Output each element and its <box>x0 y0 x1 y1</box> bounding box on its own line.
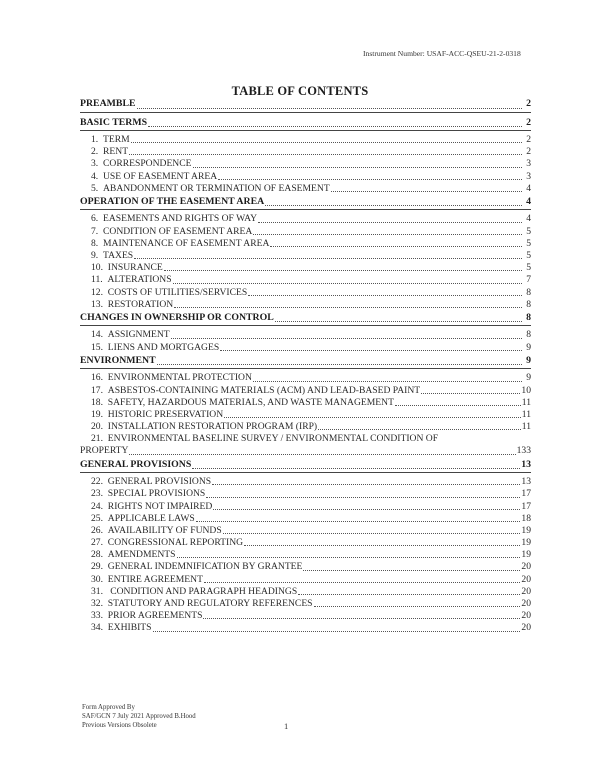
toc-item-title: RENT <box>103 146 129 158</box>
dot-leader <box>206 496 520 498</box>
toc-section-entry[interactable] <box>80 354 531 370</box>
toc-section-label: BASIC TERMS <box>80 116 148 128</box>
toc-page-number: 2 <box>526 146 531 158</box>
toc-item-title: USE OF EASEMENT AREA <box>103 170 218 182</box>
dot-leader <box>218 178 522 180</box>
toc-item-title: LIENS AND MORTGAGES <box>107 341 220 353</box>
toc-page-number: 5 <box>526 250 531 261</box>
toc-item-entry[interactable] <box>80 501 531 513</box>
toc-item-entry[interactable] <box>80 158 531 170</box>
toc-item-entry[interactable] <box>80 274 531 286</box>
dot-leader <box>213 508 520 510</box>
toc-item-entry[interactable] <box>80 213 531 225</box>
toc-item-number: 29. <box>91 561 103 573</box>
dot-leader <box>137 107 522 109</box>
toc-item-number: 1. <box>91 134 99 145</box>
toc-page-number: 20 <box>521 585 531 597</box>
toc-item-entry[interactable] <box>80 409 531 421</box>
toc-page-number: 13 <box>521 476 531 488</box>
toc-item-number: 17. <box>91 384 103 396</box>
toc-item-title: PRIOR AGREEMENTS <box>107 610 203 622</box>
dot-leader <box>421 392 520 394</box>
toc-item-title: CONDITION OF EASEMENT AREA <box>103 225 253 237</box>
toc-page-number: 19 <box>521 524 531 536</box>
toc-item-number: 10. <box>91 262 103 274</box>
toc-page-number: 5 <box>526 262 531 274</box>
toc-page-number: 20 <box>521 622 531 634</box>
toc-item-entry[interactable] <box>80 537 531 549</box>
toc-page-number: 20 <box>521 573 531 585</box>
toc-page-number: 3 <box>526 170 531 182</box>
page-number: 1 <box>284 721 289 731</box>
toc-item-entry[interactable] <box>80 476 531 488</box>
footer-line-approved-by: Form Approved By <box>82 704 135 711</box>
toc-item-title: GENERAL PROVISIONS <box>107 476 212 488</box>
footer-line-approval: SAF/GCN 7 July 2021 Approved B.Hood <box>82 713 196 720</box>
toc-item-title: ASBESTOS-CONTAINING MATERIALS (ACM) AND LEAD-BASED PAINT <box>107 384 421 396</box>
toc-item-label <box>91 598 313 610</box>
toc-item-label <box>91 433 438 445</box>
toc-page-number: 5 <box>526 237 531 249</box>
toc-item-entry[interactable] <box>80 421 531 433</box>
toc-section-entry[interactable] <box>80 97 531 113</box>
toc-page-number: 4 <box>526 182 531 194</box>
toc-item-label <box>91 238 269 250</box>
toc-item-label <box>91 622 152 634</box>
toc-item-label <box>91 287 247 299</box>
toc-title: TABLE OF CONTENTS <box>231 84 369 98</box>
toc-section-entry[interactable] <box>80 458 531 474</box>
dot-leader <box>131 141 522 143</box>
toc-page-number: 11 <box>521 408 531 420</box>
toc-item-label <box>91 134 130 146</box>
toc-item-entry[interactable] <box>80 549 531 561</box>
toc-item-label <box>91 372 252 384</box>
form-footer <box>82 703 196 730</box>
toc-item-number: 11. <box>91 274 103 286</box>
dot-leader <box>134 257 522 259</box>
toc-section-label: ENVIRONMENT <box>80 354 156 366</box>
toc-item-number: 4. <box>91 170 99 182</box>
toc-item-title: RIGHTS NOT IMPAIRED <box>107 500 213 512</box>
toc-item-label <box>91 146 128 158</box>
toc-page-number: 9 <box>526 341 531 353</box>
toc-item-entry[interactable] <box>80 299 531 311</box>
dot-leader <box>258 221 522 223</box>
toc-item-number: 16. <box>91 372 103 384</box>
toc-item-entry[interactable] <box>80 342 531 354</box>
toc-item-label <box>91 476 211 488</box>
toc-item-number: 5. <box>91 182 99 194</box>
toc-item-entry[interactable] <box>80 329 531 341</box>
toc-item-title: SPECIAL PROVISIONS <box>107 488 206 500</box>
dot-leader <box>196 520 521 522</box>
table-of-contents <box>80 97 531 635</box>
toc-section-label: PREAMBLE <box>80 98 136 109</box>
toc-item-title: ENTIRE AGREEMENT <box>107 573 203 585</box>
toc-item-number: 3. <box>91 158 99 170</box>
toc-item-label <box>91 250 133 262</box>
dot-leader <box>270 245 522 247</box>
toc-page-number: 20 <box>521 561 531 573</box>
toc-item-entry[interactable] <box>80 250 531 262</box>
toc-item-entry[interactable] <box>80 610 531 622</box>
toc-item-label <box>91 274 172 286</box>
dot-leader <box>157 363 522 365</box>
toc-section-label: GENERAL PROVISIONS <box>80 458 192 470</box>
toc-page-number: 11 <box>521 421 531 433</box>
dot-leader <box>173 282 522 284</box>
toc-item-title: COSTS OF UTILITIES/SERVICES <box>107 286 248 298</box>
dot-leader <box>331 190 522 192</box>
dot-leader <box>248 294 522 296</box>
toc-page-number: 20 <box>521 610 531 622</box>
toc-item-entry[interactable] <box>80 586 531 598</box>
toc-item-number: 7. <box>91 225 99 237</box>
dot-leader <box>129 453 515 455</box>
toc-page-number: 20 <box>521 598 531 609</box>
toc-item-entry[interactable] <box>80 262 531 274</box>
toc-item-label <box>91 226 252 238</box>
toc-item-title: ALTERATIONS <box>107 274 172 286</box>
instrument-number: Instrument Number: USAF-ACC-QSEU-21-2-0318 <box>363 49 521 58</box>
dot-leader <box>204 581 520 583</box>
toc-item-label <box>91 409 223 421</box>
toc-item-label <box>91 262 163 274</box>
toc-item-number: 31. <box>91 585 103 597</box>
toc-item-number: 14. <box>91 329 103 341</box>
dot-leader <box>223 532 521 534</box>
toc-item-label <box>91 537 243 549</box>
toc-item-title: APPLICABLE LAWS <box>107 512 195 524</box>
toc-page-number: 10 <box>521 384 531 396</box>
toc-item-label <box>91 561 302 573</box>
toc-item-number: 33. <box>91 610 103 622</box>
toc-page-number: 8 <box>526 329 531 341</box>
toc-item-title: MAINTENANCE OF EASEMENT AREA <box>103 237 270 249</box>
toc-section-entry[interactable] <box>80 311 531 327</box>
footer-line-obsolete: Previous Versions Obsolete <box>82 722 157 729</box>
toc-item-number: 8. <box>91 237 99 249</box>
toc-item-number: 24. <box>91 500 103 512</box>
toc-item-number: 34. <box>91 622 103 634</box>
dot-leader <box>164 269 522 271</box>
toc-item-number: 13. <box>91 298 103 310</box>
dot-leader <box>177 556 521 558</box>
toc-page-number: 17 <box>521 500 531 512</box>
toc-item-entry[interactable] <box>80 598 531 610</box>
toc-item-title: CORRESPONDENCE <box>103 158 192 170</box>
toc-page-number: 13 <box>521 458 531 470</box>
toc-item-number: 25. <box>91 512 103 524</box>
toc-item-number: 19. <box>91 408 103 420</box>
dot-leader <box>253 380 522 382</box>
toc-item-label <box>91 488 205 500</box>
toc-item-title: ASSIGNMENT <box>107 329 170 341</box>
toc-item-title: ABANDONMENT OR TERMINATION OF EASEMENT <box>103 182 330 194</box>
toc-item-label <box>91 385 420 397</box>
toc-item-entry[interactable] <box>80 287 531 299</box>
toc-item-entry[interactable] <box>80 488 531 500</box>
toc-page-number: 19 <box>521 549 531 561</box>
toc-item-label <box>91 171 217 183</box>
toc-item-title: AMENDMENTS <box>107 549 176 561</box>
dot-leader <box>174 306 522 308</box>
toc-item-entry[interactable] <box>80 134 531 146</box>
toc-item-number: 32. <box>91 598 103 609</box>
toc-item-number: 12. <box>91 286 103 298</box>
dot-leader <box>265 204 522 206</box>
toc-item-title: ENVIRONMENTAL BASELINE SURVEY / ENVIRONMENTAL CONDITION OF <box>107 433 439 445</box>
toc-item-title: STATUTORY AND REGULATORY REFERENCES <box>107 598 313 609</box>
toc-item-title-cont: PROPERTY <box>80 445 129 457</box>
toc-page-number: 133 <box>516 445 531 457</box>
toc-item-number: 18. <box>91 396 103 408</box>
toc-item-number: 26. <box>91 524 103 536</box>
dot-leader <box>395 404 521 406</box>
toc-item-number: 20. <box>91 421 103 433</box>
toc-page-number: 2 <box>526 134 531 145</box>
dot-leader <box>193 166 523 168</box>
dot-leader <box>129 153 522 155</box>
toc-section-label: CHANGES IN OWNERSHIP OR CONTROL <box>80 311 274 323</box>
dot-leader <box>275 320 522 322</box>
toc-item-label <box>91 421 317 433</box>
toc-item-title: SAFETY, HAZARDOUS MATERIALS, AND WASTE MANAGEMENT <box>107 396 394 408</box>
toc-item-label <box>91 342 219 354</box>
toc-page-number: 2 <box>526 116 531 128</box>
toc-item-number: 21. <box>91 433 103 445</box>
dot-leader <box>303 569 520 571</box>
toc-item-title: EASEMENTS AND RIGHTS OF WAY <box>103 213 258 225</box>
toc-item-entry[interactable] <box>80 183 531 195</box>
toc-page-number: 3 <box>526 158 531 170</box>
toc-page-number: 4 <box>526 195 531 207</box>
toc-item-title: RESTORATION <box>107 298 174 310</box>
dot-leader <box>212 483 520 485</box>
toc-item-entry[interactable] <box>80 622 531 634</box>
toc-item-label <box>91 549 176 561</box>
toc-item-label <box>91 183 330 195</box>
toc-section-entry[interactable] <box>80 116 531 132</box>
dot-leader <box>192 467 520 469</box>
toc-page-number: 2 <box>526 98 531 109</box>
toc-item-title: CONDITION AND PARAGRAPH HEADINGS <box>107 585 298 597</box>
toc-item-number: 15. <box>91 341 103 353</box>
toc-page-number: 18 <box>521 512 531 524</box>
toc-item-number: 9. <box>91 250 99 261</box>
toc-item-entry[interactable] <box>80 385 531 397</box>
toc-item-number: 27. <box>91 537 103 549</box>
toc-item-number: 2. <box>91 146 99 158</box>
toc-item-number: 6. <box>91 213 99 225</box>
toc-item-title: GENERAL INDEMNIFICATION BY GRANTEE <box>107 561 303 573</box>
toc-item-title: TAXES <box>103 250 134 261</box>
toc-page-number: 8 <box>526 311 531 323</box>
toc-item-entry[interactable] <box>80 226 531 238</box>
dot-leader <box>153 630 521 632</box>
toc-item-label <box>91 574 203 586</box>
dot-leader <box>171 337 522 339</box>
toc-page-number: 5 <box>526 225 531 237</box>
toc-item-label <box>91 397 394 409</box>
toc-item-entry[interactable] <box>80 525 531 537</box>
toc-item-entry[interactable] <box>80 574 531 586</box>
toc-item-entry[interactable] <box>80 171 531 183</box>
toc-page-number: 17 <box>521 488 531 500</box>
toc-page-number: 9 <box>526 372 531 384</box>
toc-item-title: INSURANCE <box>107 262 163 274</box>
toc-item-number: 23. <box>91 488 103 500</box>
dot-leader <box>314 605 521 607</box>
toc-item-entry[interactable] <box>80 238 531 250</box>
toc-item-entry[interactable] <box>80 513 531 525</box>
toc-item-title: HISTORIC PRESERVATION <box>107 408 224 420</box>
toc-item-number: 22. <box>91 476 103 488</box>
toc-item-title: TERM <box>103 134 130 145</box>
dot-leader <box>298 593 520 595</box>
toc-page-number: 7 <box>526 274 531 286</box>
toc-item-entry[interactable] <box>80 146 531 158</box>
toc-page-number: 8 <box>526 298 531 310</box>
toc-item-label <box>91 158 192 170</box>
dot-leader <box>148 125 522 127</box>
toc-item-label <box>91 329 170 341</box>
toc-item-label <box>91 299 173 311</box>
dot-leader <box>220 349 522 351</box>
toc-item-label <box>91 513 195 525</box>
dot-leader <box>318 428 521 430</box>
toc-item-title: ENVIRONMENTAL PROTECTION <box>107 372 252 384</box>
toc-item-label <box>91 610 202 622</box>
toc-page-number: 19 <box>521 537 531 549</box>
toc-item-title: AVAILABILITY OF FUNDS <box>107 524 222 536</box>
toc-item-title: INSTALLATION RESTORATION PROGRAM (IRP) <box>107 421 318 433</box>
toc-item-label <box>91 586 297 598</box>
toc-item-entry[interactable] <box>80 433 531 445</box>
toc-item-number: 28. <box>91 549 103 561</box>
toc-page-number: 11 <box>521 396 531 408</box>
toc-item-label <box>91 213 257 225</box>
toc-item-entry[interactable] <box>80 561 531 573</box>
toc-section-entry[interactable] <box>80 195 531 211</box>
toc-item-label <box>91 501 212 513</box>
toc-item-number: 30. <box>91 573 103 585</box>
dot-leader <box>224 416 521 418</box>
toc-item-title: CONGRESSIONAL REPORTING <box>107 537 244 549</box>
toc-item-entry[interactable] <box>80 397 531 409</box>
toc-page-number: 9 <box>526 354 531 366</box>
dot-leader <box>244 544 520 546</box>
dot-leader <box>253 233 522 235</box>
toc-page-number: 4 <box>526 213 531 225</box>
toc-section-label: OPERATION OF THE EASEMENT AREA <box>80 195 265 207</box>
toc-item-label <box>91 525 222 537</box>
toc-page-number: 8 <box>526 286 531 298</box>
toc-item-title: EXHIBITS <box>107 622 152 634</box>
toc-item-entry[interactable] <box>80 372 531 384</box>
dot-leader <box>203 617 520 619</box>
toc-item-continuation[interactable] <box>80 445 531 457</box>
